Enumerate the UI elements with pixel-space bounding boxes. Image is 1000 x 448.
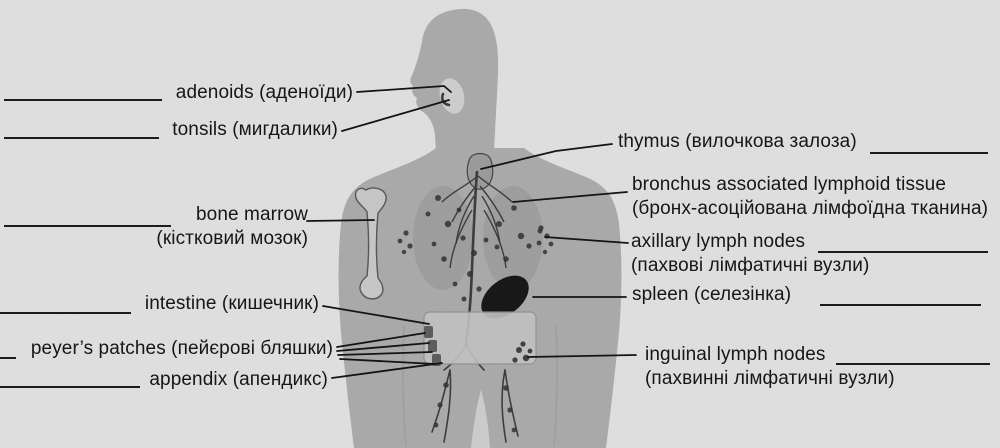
blank-line-intestine bbox=[0, 312, 131, 314]
label-inguinal-line2: (пахвинні лімфатичні вузли) bbox=[645, 368, 895, 389]
pointer-bone-marrow bbox=[307, 220, 374, 221]
label-intestine-text: intestine (кишечник) bbox=[144, 293, 319, 314]
label-spleen-text: spleen (селезінка) bbox=[632, 284, 792, 305]
label-inguinal-line1: inguinal lymph nodes bbox=[645, 344, 826, 365]
label-axillary-line1: axillary lymph nodes bbox=[631, 231, 806, 252]
label-bone-marrow-line2: (кістковий мозок) bbox=[156, 228, 308, 249]
label-intestine bbox=[145, 292, 319, 316]
label-bone-marrow-line1: bone marrow bbox=[196, 204, 308, 225]
label-thymus bbox=[618, 130, 857, 154]
label-bronchus-associated-lymphoid-tissue bbox=[632, 173, 988, 221]
label-adenoids-text: adenoids (аденоїди) bbox=[175, 82, 353, 103]
label-peyers-patches bbox=[31, 337, 333, 361]
blank-line-adenoids bbox=[4, 99, 162, 101]
label-thymus-text: thymus (вилочкова залоза) bbox=[618, 131, 857, 152]
label-inguinal-lymph-nodes bbox=[645, 343, 895, 391]
blank-line-tonsils bbox=[4, 137, 159, 139]
label-axillary-lymph-nodes bbox=[631, 230, 869, 278]
blank-line-inguinal bbox=[836, 363, 990, 365]
label-appendix bbox=[149, 368, 328, 392]
label-spleen bbox=[632, 283, 791, 307]
label-balt-line2: (бронх-асоційована лімфоїдна тканина) bbox=[632, 198, 989, 219]
label-appendix-text: appendix (апендикс) bbox=[149, 369, 328, 390]
label-tonsils-text: tonsils (мигдалики) bbox=[172, 119, 338, 140]
label-tonsils bbox=[172, 118, 338, 142]
blank-line-thymus bbox=[870, 152, 988, 154]
blank-line-spleen bbox=[820, 304, 981, 306]
blank-line-appendix bbox=[0, 386, 140, 388]
blank-line-bone-marrow bbox=[4, 225, 171, 227]
label-peyers-patches-text: peyer’s patches (пейєрові бляшки) bbox=[30, 338, 333, 359]
label-balt-line1: bronchus associated lymphoid tissue bbox=[632, 174, 947, 195]
label-axillary-line2: (пахвові лімфатичні вузли) bbox=[631, 255, 870, 276]
label-bone-marrow bbox=[156, 203, 308, 251]
blank-line-peyers-patches bbox=[0, 357, 16, 359]
blank-line-axillary bbox=[818, 251, 988, 253]
label-adenoids bbox=[176, 81, 353, 105]
